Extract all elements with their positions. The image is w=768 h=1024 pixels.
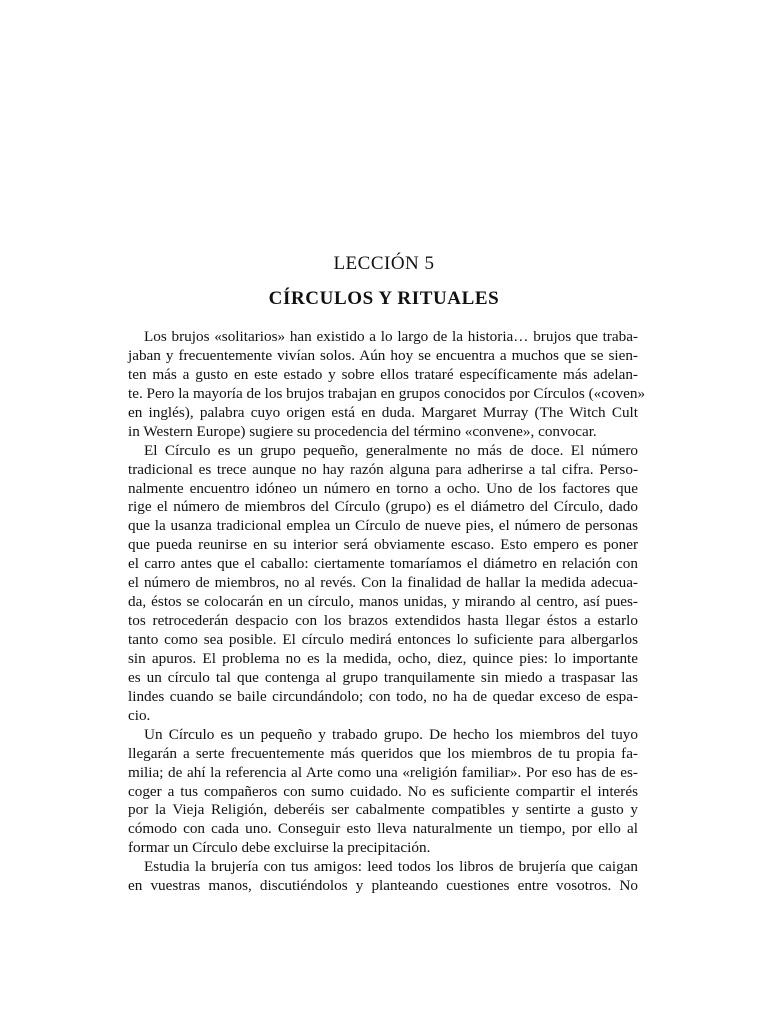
text-line: llegarán a serte frecuentemente más queridos que los miembros de tu propia fa- <box>128 744 638 762</box>
text-line: rige el número de miembros del Círculo (grupo) es el diámetro del Círculo, dado <box>128 498 638 516</box>
text-line: que la usanza tradicional emplea un Círculo de nueve pies, el número de personas <box>128 517 638 535</box>
text-line: cómodo con cada uno. Conseguir esto lleva naturalmente un tiempo, por ello al <box>128 820 638 838</box>
text-line: jaban y frecuentemente vivían solos. Aún hoy se encuentra a muchos que se sien- <box>128 346 638 364</box>
text-line: el carro antes que el caballo: ciertamente tomaríamos el diámetro en relación con <box>128 555 638 573</box>
paragraph <box>128 328 646 442</box>
text-line: que pueda reunirse en su interior será obviamente escaso. Esto empero es poner <box>128 536 638 554</box>
text-line: el número de miembros, no al revés. Con la finalidad de hallar la medida adecua- <box>128 574 638 592</box>
text-line: formar un Círculo debe excluirse la precipitación. <box>128 839 431 857</box>
paragraph <box>128 726 638 859</box>
text-line: tanto como sea posible. El círculo medirá entonces lo suficiente para albergarlos <box>128 631 638 648</box>
paragraph <box>128 858 638 896</box>
text-line: in Western Europe) sugiere su procedencia del término «convene», convocar. <box>128 422 597 440</box>
text-line: lindes cuando se baile circundándolo; con todo, no ha de quedar exceso de espa- <box>128 687 638 705</box>
text-line: sin apuros. El problema no es la medida, ocho, diez, quince pies: lo importante <box>128 649 638 667</box>
chapter-title: CÍRCULOS Y RITUALES <box>268 288 500 309</box>
text-line: es un círculo tal que contenga al grupo tranquilamente sin miedo a traspasar las <box>128 668 638 686</box>
text-line: milia; de ahí la referencia al Arte como una «religión familiar». Por eso has de es- <box>128 763 638 781</box>
text-line: da, éstos se colocarán en un círculo, manos unidas, y mirando al centro, así pues- <box>128 593 638 611</box>
text-line: por la Vieja Religión, deberéis ser cabalmente compatibles y sentirte a gusto y <box>128 801 638 819</box>
text-line: El Círculo es un grupo pequeño, generalmente no más de doce. El número <box>144 441 638 459</box>
text-line: en inglés), palabra cuyo origen está en duda. Margaret Murray (The Witch Cult <box>128 403 638 421</box>
text-line: en vuestras manos, discutiéndolos y planteando cuestiones entre vosotros. No <box>128 877 638 895</box>
text-line: Estudia la brujería con tus amigos: leed todos los libros de brujería que caigan <box>144 858 638 876</box>
text-line: tradicional es trece aunque no hay razón alguna para adherirse a tal cifra. Perso- <box>128 460 638 478</box>
lesson-number: LECCIÓN 5 <box>333 253 435 274</box>
body-text <box>128 328 646 896</box>
text-line: ten más a gusto en este estado y sobre ellos trataré específicamente más adelan- <box>128 365 638 383</box>
text-line: Los brujos «solitarios» han existido a lo largo de la historia… brujos que traba- <box>144 328 638 345</box>
paragraph <box>128 442 638 726</box>
text-line: te. Pero la mayoría de los brujos trabajan en grupos conocidos por Círculos («coven» <box>128 384 646 402</box>
text-line: cio. <box>128 706 151 724</box>
text-line: Un Círculo es un pequeño y trabado grupo. De hecho los miembros del tuyo <box>144 725 638 743</box>
text-line: coger a tus compañeros con sumo cuidado. No es suficiente compartir el interés <box>128 782 638 800</box>
text-line: tos retrocederán despacio con los brazos extendidos hasta llegar éstos a estarlo <box>128 612 638 630</box>
text-line: nalmente encuentro idóneo un número en torno a ocho. Uno de los factores que <box>128 479 638 497</box>
